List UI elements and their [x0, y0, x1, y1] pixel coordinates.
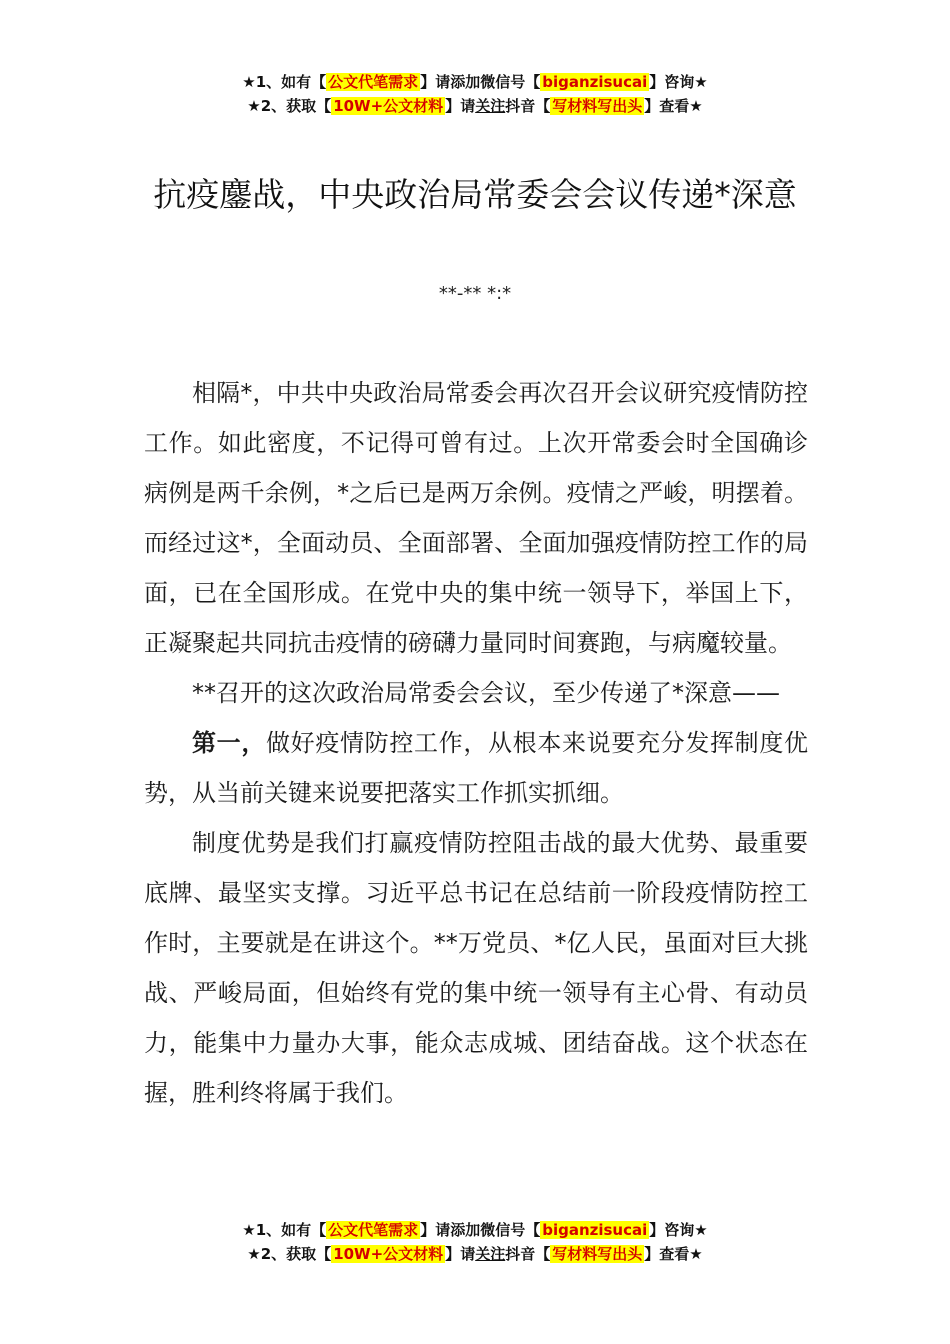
promo-text: 】请添加微信号【 [420, 73, 541, 91]
promo-underlined: 关注 [475, 97, 506, 115]
article-body [144, 368, 808, 1118]
promo-line-1 [0, 1218, 950, 1242]
promo-banner-bottom [0, 1218, 950, 1266]
promo-highlight: 10W+公文材料 [333, 97, 444, 115]
promo-underlined: 关注 [475, 1245, 506, 1263]
promo-text: ★2、获取【 [247, 97, 332, 115]
article-point-1 [144, 718, 808, 818]
promo-text: ★1、如有【 [242, 1221, 327, 1239]
promo-text: 】查看★ [644, 1245, 703, 1263]
promo-line-2 [0, 94, 950, 118]
article-paragraph: 制度优势是我们打赢疫情防控阻击战的最大优势、最重要底牌、最坚实支撑。习近平总书记在总结前一阶段疫情防控工作时，主要就是在讲这个。**万党员、*亿人民，虽面对巨大挑战、严峻局面，但始终有党的集中统一领导有主心骨、有动员力，能集中力量办大事，能众志成城、团结奋战。这个状态在握，胜利终将属于我们。 [144, 829, 808, 1107]
douyin-account-highlight: 写材料写出头 [552, 97, 643, 115]
promo-text: 】咨询★ [649, 1221, 708, 1239]
promo-highlight: 公文代笔需求 [328, 73, 419, 91]
wechat-id-highlight: biganzisucai [542, 1221, 648, 1239]
article-paragraph: 相隔*，中共中央政治局常委会再次召开会议研究疫情防控工作。如此密度，不记得可曾有过。上次开常委会时全国确诊病例是两千余例，*之后已是两万余例。疫情之严峻，明摆着。而经过这*，全面动员、全面部署、全面加强疫情防控工作的局面，已在全国形成。在党中央的集中统一领导下，举国上下，正凝聚起共同抗击疫情的磅礴力量同时间赛跑，与病魔较量。 [144, 379, 808, 657]
promo-text: 】请 [445, 1245, 476, 1263]
promo-text: 】请 [445, 97, 476, 115]
promo-text: 】查看★ [644, 97, 703, 115]
promo-line-1 [0, 70, 950, 94]
promo-banner-top [0, 70, 950, 118]
promo-line-2 [0, 1242, 950, 1266]
promo-text: ★2、获取【 [247, 1245, 332, 1263]
article-title: 抗疫鏖战，中央政治局常委会会议传递*深意 [153, 175, 797, 214]
promo-text: 抖音【 [505, 1245, 551, 1263]
promo-highlight: 公文代笔需求 [328, 1221, 419, 1239]
promo-text: 】请添加微信号【 [420, 1221, 541, 1239]
promo-highlight: 10W+公文材料 [333, 1245, 444, 1263]
promo-text: 】咨询★ [649, 73, 708, 91]
wechat-id-highlight: biganzisucai [542, 73, 648, 91]
point-text: 做好疫情防控工作，从根本来说要充分发挥制度优势，从当前关键来说要把落实工作抓实抓细。 [144, 729, 808, 807]
promo-text: ★1、如有【 [242, 73, 327, 91]
article-paragraph: **召开的这次政治局常委会会议，至少传递了*深意—— [192, 679, 780, 707]
douyin-account-highlight: 写材料写出头 [552, 1245, 643, 1263]
promo-text: 抖音【 [505, 97, 551, 115]
article-date: **-** *:* [438, 283, 512, 304]
point-lead: 第一， [192, 729, 266, 757]
